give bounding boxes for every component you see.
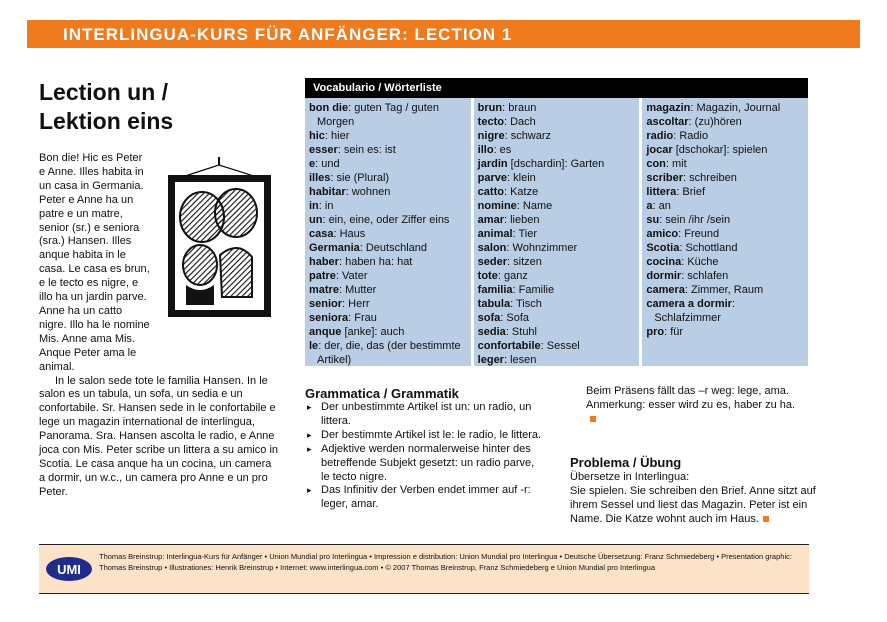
vocab-entry — [646, 143, 804, 157]
intro-paragraph-1: Bon die! Hic es Peter e Anne. Illes habita in un casa in Germania. Peter e Anne ha un patre e un matre, senior (sr.) e seniora (sra.) Hansen. Illes anque habita in le casa. Le casa es brun, e le tecto es nigre, e illo ha un jardin parve. Anne ha un catto nigre. Illo ha le nomine Mis. Anne ama Mis. Anque Peter ama le animal. — [39, 152, 150, 373]
vocab-definition: [anke]: auch — [341, 326, 405, 338]
vocab-definition: : mit — [665, 158, 687, 170]
vocab-term: senior — [309, 298, 343, 310]
vocab-term: le — [309, 340, 319, 352]
vocab-term: scriber — [646, 172, 684, 184]
vocab-entry — [646, 171, 804, 185]
vocab-definition: : lesen — [503, 354, 537, 366]
end-square-icon — [763, 516, 769, 522]
present-tense-line2: Anmerkung: esser wird zu es, haber zu ha. — [586, 398, 796, 411]
vocab-entry — [309, 311, 467, 325]
vocab-entry — [478, 115, 636, 129]
vocab-entry — [478, 283, 636, 297]
umi-logo-icon — [45, 556, 93, 582]
vocab-term: catto — [477, 186, 504, 198]
vocab-term: bon die — [309, 102, 349, 114]
end-square-icon — [590, 416, 596, 422]
vocab-definition: : schlafen — [681, 270, 729, 282]
vocab-term: jardin — [477, 158, 508, 170]
exercise-subtitle: Übersetze in Interlingua: — [570, 471, 690, 483]
grammar-item: ▸ Der unbestimmte Artikel ist un: un radio, un littera. — [305, 401, 545, 429]
vocab-term: leger — [477, 354, 504, 366]
grammar-item: ▸ Adjektive werden normalerweise hinter des betreffende Subjekt gesetzt: un radio parve, le tecto nigre. — [305, 443, 545, 485]
grammar-item: ▸ Das Infinitiv der Verben endet immer auf -r: leger, amar. — [305, 484, 545, 512]
vocab-entry — [646, 101, 804, 115]
vocab-definition: : Zimmer, Raum — [684, 284, 764, 296]
vocab-term: casa — [309, 228, 334, 240]
vocab-term: seniora — [309, 312, 349, 324]
vocab-term: magazin — [646, 102, 691, 114]
vocab-definition: : haben ha: hat — [338, 256, 413, 268]
intro-text — [39, 152, 279, 500]
vocab-term: jocar — [646, 144, 673, 156]
vocab-term: nigre — [477, 130, 505, 142]
vocab-entry — [646, 269, 804, 283]
lesson-title-line1: Lection un / — [39, 79, 169, 105]
vocab-entry — [646, 213, 804, 227]
vocab-definition: : an — [652, 200, 671, 212]
vocabulary-table — [305, 98, 808, 366]
vocab-definition: : Familie — [512, 284, 555, 296]
vocab-term: matre — [309, 284, 339, 296]
vocab-term: nomine — [477, 200, 517, 212]
vocab-term: Germania — [309, 242, 360, 254]
vocab-term: camera — [646, 284, 685, 296]
vocab-entry — [309, 213, 467, 227]
vocab-entry — [478, 213, 636, 227]
lesson-title — [39, 78, 173, 136]
vocab-entry — [478, 269, 636, 283]
vocab-entry — [478, 157, 636, 171]
vocab-entry — [309, 241, 467, 255]
vocab-term: esser — [309, 144, 338, 156]
vocab-definition: : Herr — [342, 298, 370, 310]
vocab-definition: : sein es: ist — [337, 144, 396, 156]
vocab-term: amar — [477, 214, 504, 226]
vocab-definition: : Schottland — [679, 242, 738, 254]
vocab-term: tecto — [477, 116, 504, 128]
banner-title: INTERLINGUA-KURS FÜR ANFÄNGER: LECTION 1 — [63, 25, 513, 44]
vocab-entry — [478, 339, 636, 353]
vocab-term: patre — [309, 270, 336, 282]
vocabulary-column-3 — [642, 98, 808, 366]
vocab-entry — [478, 185, 636, 199]
vocab-definition: : Tisch — [510, 298, 542, 310]
vocab-definition: [dschokar]: spielen — [672, 144, 768, 156]
footer-credits: Thomas Breinstrup: Interlingua-Kurs für Anfänger • Union Mundial pro Interlingua • Impression e distribution: Union Mundial pro Interlingua • Deutsche Übersetzung: Franz Schmiedeberg • Presentation graphic: Thomas Breinstrup • Illustrationes: Henrik Breinstrup • Internet: www.interlingua.com • © 2007 Thomas Breinstrup, Franz Schmiedeberg e Union Mundial pro Interlingua — [99, 552, 792, 572]
vocab-term: radio — [646, 130, 674, 142]
vocab-term: sedia — [477, 326, 506, 338]
vocab-term: a — [646, 200, 653, 212]
vocab-entry — [478, 353, 636, 367]
vocab-definition: : Radio — [673, 130, 709, 142]
vocab-entry — [478, 171, 636, 185]
vocab-entry — [309, 269, 467, 283]
vocab-entry — [478, 143, 636, 157]
vocab-term: tote — [477, 270, 498, 282]
vocab-entry — [646, 185, 804, 199]
vocab-entry — [478, 255, 636, 269]
footer-credits-bar — [39, 544, 809, 594]
vocab-term: littera — [646, 186, 677, 198]
vocab-term: dormir — [646, 270, 682, 282]
vocab-definition: : sie (Plural) — [330, 172, 390, 184]
vocab-definition: : Dach — [503, 116, 536, 128]
vocab-entry — [478, 101, 636, 115]
vocab-definition: : hier — [324, 130, 350, 142]
vocab-term: camera a dormir — [646, 298, 732, 310]
exercise-heading: Problema / Übung — [570, 455, 682, 470]
vocab-term: anque — [309, 326, 342, 338]
vocab-definition: : in — [318, 200, 334, 212]
vocab-definition: : Name — [516, 200, 553, 212]
vocab-term: con — [646, 158, 666, 170]
present-tense-line1: Beim Präsens fällt das –r weg: lege, ama. — [586, 385, 789, 397]
vocab-definition: : braun — [502, 102, 537, 114]
vocab-definition: : Wohnzimmer — [506, 242, 578, 254]
vocab-definition: : klein — [507, 172, 536, 184]
vocab-entry — [646, 241, 804, 255]
vocab-entry — [478, 311, 636, 325]
vocab-term: pro — [646, 326, 665, 338]
logo-text: UMI — [57, 562, 81, 577]
vocab-definition: : Sofa — [500, 312, 530, 324]
vocab-entry — [478, 227, 636, 241]
vocab-entry — [646, 157, 804, 171]
vocab-term: illes — [309, 172, 331, 184]
vocab-term: hic — [309, 130, 325, 142]
vocab-term: e — [309, 158, 316, 170]
vocab-definition: : Küche — [681, 256, 719, 268]
intro-paragraph-2: In le salon sede tote le familia Hansen. In le salon es un tabula, un sofa, un sedia e un confortabile. Sr. Hansen sede in le confortabile e lege un magazin international de interlingua, Panorama. Sra. Hansen ascolta le radio, e Anne joca con Mis. Peter scribe un littera a su amico in Scotia. Le casa anque ha un cocina, un camera a dormir, un w.c., un camera pro Anne e un pro Peter. — [39, 374, 279, 498]
vocab-definition: : guten Tag / guten Morgen — [317, 102, 440, 128]
exercise-body: Sie spielen. Sie schreiben den Brief. Anne sitzt auf ihrem Sessel und liest das Magazin. Peter ist ein Name. Die Katze wohnt auch im Haus. — [570, 484, 816, 525]
grammar-item: ▸ Der bestimmte Artikel ist le: le radio, le littera. — [305, 429, 545, 443]
vocab-definition: : sein /ihr /sein — [659, 214, 731, 226]
vocab-definition: : Katze — [503, 186, 539, 198]
vocab-term: habitar — [309, 186, 346, 198]
vocab-definition: : schwarz — [504, 130, 552, 142]
vocab-term: in — [309, 200, 319, 212]
vocab-entry — [309, 143, 467, 157]
vocab-term: animal — [477, 228, 513, 240]
vocab-entry — [309, 283, 467, 297]
vocab-definition: : Schlafzimmer — [654, 298, 736, 324]
vocabulary-column-2 — [474, 98, 640, 366]
vocab-definition: : wohnen — [345, 186, 391, 198]
vocab-definition: : (zu)hören — [688, 116, 742, 128]
exercise-text — [570, 471, 818, 527]
vocab-entry — [309, 171, 467, 185]
vocab-entry — [478, 297, 636, 311]
vocab-term: sofa — [477, 312, 501, 324]
vocab-entry — [309, 325, 467, 339]
vocab-definition: : Stuhl — [505, 326, 537, 338]
vocab-entry — [309, 199, 467, 213]
vocab-definition: : Frau — [348, 312, 377, 324]
vocab-entry — [646, 115, 804, 129]
vocab-entry — [646, 325, 804, 339]
vocab-definition: : Haus — [333, 228, 366, 240]
vocabulary-heading: Vocabulario / Wörterliste — [313, 82, 442, 94]
vocab-term: Scotia — [646, 242, 680, 254]
vocab-entry — [646, 297, 804, 325]
vocab-term: familia — [477, 284, 513, 296]
vocab-definition: : es — [493, 144, 512, 156]
vocab-definition: : Sessel — [540, 340, 580, 352]
vocab-term: illo — [477, 144, 494, 156]
vocab-entry — [309, 297, 467, 311]
vocab-term: cocina — [646, 256, 682, 268]
vocab-entry — [309, 339, 467, 367]
vocab-definition: : Brief — [676, 186, 706, 198]
vocab-term: tabula — [477, 298, 511, 310]
vocab-definition: [dschardin]: Garten — [507, 158, 605, 170]
vocab-entry — [646, 283, 804, 297]
vocab-definition: : und — [315, 158, 340, 170]
vocab-term: confortabile — [477, 340, 541, 352]
vocab-term: salon — [477, 242, 507, 254]
grammar-heading: Grammatica / Grammatik — [305, 386, 459, 401]
vocab-entry — [478, 241, 636, 255]
vocab-entry — [309, 185, 467, 199]
vocab-definition: : Mutter — [338, 284, 377, 296]
present-tense-note — [586, 385, 816, 427]
vocab-definition: : Tier — [512, 228, 537, 240]
page-banner — [27, 20, 860, 48]
vocab-definition: : Vater — [335, 270, 368, 282]
vocab-term: seder — [477, 256, 508, 268]
vocab-term: parve — [477, 172, 508, 184]
vocab-definition: : Magazin, Journal — [690, 102, 781, 114]
vocab-entry — [309, 101, 467, 129]
vocabulary-column-1 — [305, 98, 471, 366]
vocab-term: su — [646, 214, 660, 226]
vocab-entry — [309, 255, 467, 269]
vocabulary-heading-bar — [305, 78, 808, 98]
vocab-definition: : lieben — [503, 214, 540, 226]
vocab-definition: : ein, eine, oder Ziffer eins — [322, 214, 450, 226]
vocab-entry — [309, 129, 467, 143]
vocab-entry — [309, 157, 467, 171]
vocab-entry — [478, 325, 636, 339]
vocab-entry — [478, 199, 636, 213]
vocab-entry — [646, 255, 804, 269]
vocab-definition: : der, die, das (der bestimmte Artikel) — [317, 340, 461, 366]
vocab-definition: : Deutschland — [359, 242, 428, 254]
vocab-definition: : schreiben — [683, 172, 737, 184]
vocab-term: haber — [309, 256, 339, 268]
vocab-entry — [646, 199, 804, 213]
vocab-entry — [478, 129, 636, 143]
vocab-entry — [309, 227, 467, 241]
vocab-term: amico — [646, 228, 679, 240]
vocab-term: un — [309, 214, 323, 226]
vocab-term: brun — [477, 102, 503, 114]
vocab-definition: : Freund — [678, 228, 720, 240]
lesson-title-line2: Lektion eins — [39, 108, 174, 134]
vocab-entry — [646, 227, 804, 241]
vocab-definition: : sitzen — [507, 256, 542, 268]
vocab-definition: : für — [664, 326, 684, 338]
vocab-entry — [646, 129, 804, 143]
vocab-definition: : ganz — [497, 270, 528, 282]
vocab-term: ascoltar — [646, 116, 689, 128]
grammar-list — [305, 401, 545, 512]
